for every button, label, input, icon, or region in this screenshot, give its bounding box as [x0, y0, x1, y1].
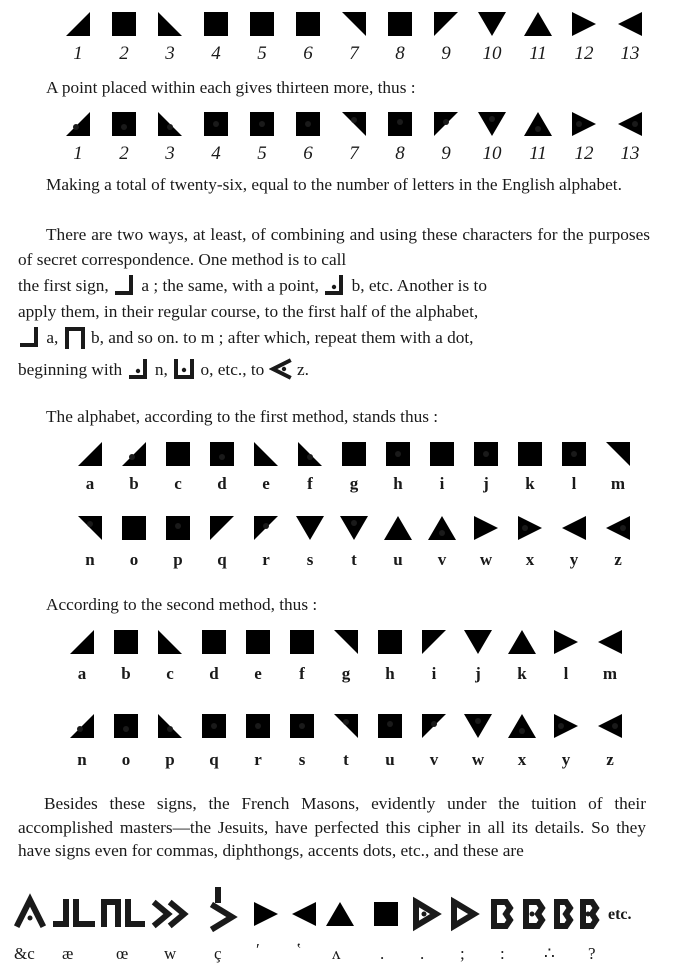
number-label: 8 — [395, 43, 405, 64]
sign-g — [336, 436, 372, 472]
sign-question — [552, 896, 578, 930]
sign-colon — [488, 896, 518, 930]
number-label: 5 — [257, 43, 267, 64]
paragraph-ways-line4 — [18, 325, 473, 350]
letter-label: j — [475, 664, 481, 683]
sign-m — [592, 624, 628, 660]
cipher-sign-dotted-13 — [612, 106, 648, 142]
letter-label: t — [343, 750, 349, 769]
sign-m — [600, 436, 636, 472]
number-label: 7 — [349, 43, 359, 64]
sign-grave — [286, 896, 316, 930]
sign-g — [328, 624, 364, 660]
cipher-sign-dotted-3 — [152, 106, 188, 142]
number-label: 9 — [441, 43, 451, 64]
sign-e — [248, 436, 284, 472]
paragraph-ways: There are two ways, at least, of combining and using these characters for the purposes of secret correspondence. One method is to call — [18, 225, 650, 269]
number-label: 11 — [529, 43, 547, 64]
special-label: ç — [214, 944, 222, 963]
number-label: 4 — [211, 43, 221, 64]
text-span: the first sign, — [18, 276, 109, 295]
number-label: 8 — [395, 143, 405, 164]
sign-h — [380, 436, 416, 472]
letter-label: h — [393, 474, 403, 493]
sign-c — [152, 624, 188, 660]
text-span: a ; the same, with a point, — [141, 276, 319, 295]
letter-label: d — [209, 664, 219, 683]
letter-label: m — [610, 474, 626, 493]
sign-o — [116, 510, 152, 546]
letter-label: e — [254, 664, 262, 683]
sign-semicolon — [448, 896, 484, 930]
text-span: o, etc., to — [200, 360, 265, 379]
special-label: &c — [14, 944, 35, 963]
sign-y — [556, 510, 592, 546]
number-label: 2 — [119, 143, 129, 164]
paragraph-ways-line3: apply them, in their regular course, to the first half of the alphabet, — [18, 302, 479, 321]
number-label: 5 — [257, 143, 267, 164]
number-label: 1 — [73, 143, 83, 164]
sign-e — [240, 624, 276, 660]
text-span: a, — [46, 328, 59, 347]
number-label: 6 — [303, 143, 313, 164]
cipher-sign-dotted-5 — [244, 106, 280, 142]
sign-k — [512, 436, 548, 472]
sign-f — [284, 624, 320, 660]
letter-label: k — [525, 474, 535, 493]
sign-circumflex — [322, 896, 358, 930]
number-label: 4 — [211, 143, 221, 164]
special-label: ʌ — [332, 944, 341, 963]
letter-label: x — [525, 550, 535, 569]
letter-label: q — [217, 550, 227, 569]
letter-label: m — [602, 664, 618, 683]
inline-sign-1-dotted — [323, 273, 347, 297]
intro-point-text: A point placed within each gives thirteen more, thus : — [46, 78, 416, 97]
cipher-sign-dotted-11 — [520, 106, 556, 142]
letter-label: j — [483, 474, 489, 493]
cipher-sign-2 — [106, 6, 142, 42]
letter-label: r — [262, 550, 270, 569]
sign-therefore — [520, 896, 550, 930]
number-label: 7 — [349, 143, 359, 164]
letter-label: d — [217, 474, 227, 493]
cipher-sign-8 — [382, 6, 418, 42]
letter-label: g — [341, 664, 351, 683]
sign-j — [460, 624, 496, 660]
letter-label: n — [77, 750, 87, 769]
cipher-sign-dotted-2 — [106, 106, 142, 142]
sign-k — [504, 624, 540, 660]
paragraph-total: Making a total of twenty-six, equal to the number of letters in the English alphabet. — [46, 175, 622, 194]
number-label: 12 — [574, 43, 594, 64]
sign-acute — [248, 896, 278, 930]
sign-w — [152, 896, 198, 930]
cipher-sign-3 — [152, 6, 188, 42]
text-span: z. — [296, 360, 309, 379]
cipher-sign-9 — [428, 6, 464, 42]
sign-b — [116, 436, 152, 472]
special-label: : — [500, 944, 505, 963]
letter-label: f — [299, 664, 305, 683]
cipher-sign-11 — [520, 6, 556, 42]
cipher-sign-dotted-4 — [198, 106, 234, 142]
sign-h — [372, 624, 408, 660]
cipher-sign-dotted-10 — [474, 106, 510, 142]
sign-w — [460, 708, 496, 744]
sign-p — [160, 510, 196, 546]
sign-i — [416, 624, 452, 660]
letter-label: p — [165, 750, 175, 769]
inline-sign-8 — [63, 325, 87, 349]
sign-z — [600, 510, 636, 546]
first-method-heading: The alphabet, according to the first method, stands thus : — [46, 407, 439, 426]
letter-label: b — [129, 474, 139, 493]
sign-u — [372, 708, 408, 744]
special-label: . — [380, 944, 385, 963]
letter-label: f — [307, 474, 313, 493]
letter-label: l — [571, 474, 577, 493]
sign-l — [548, 624, 584, 660]
letter-label: y — [569, 550, 579, 569]
sign-v — [416, 708, 452, 744]
sign-d — [196, 624, 232, 660]
special-label: ʹ — [256, 940, 260, 959]
sign-q — [204, 510, 240, 546]
number-label: 1 — [73, 43, 83, 64]
inline-sign-1-dotted — [127, 357, 151, 381]
paragraph-ways-line2 — [18, 273, 487, 298]
sign-r — [248, 510, 284, 546]
letter-label: h — [385, 664, 395, 683]
sign-ae — [52, 896, 96, 930]
special-label: ʽ — [296, 940, 302, 959]
paragraph-besides: Besides these signs, the French Masons, evidently under the tuition of their accomplished masters—the Jesuits, have perfected this cipher in all its details. So they have signs even for commas, diphthongs, accents dots, etc., and these are — [18, 794, 646, 860]
cipher-sign-dotted-8 — [382, 106, 418, 142]
number-label: 13 — [620, 143, 640, 164]
letter-label: k — [517, 664, 527, 683]
letter-label: r — [254, 750, 262, 769]
sign-u — [380, 510, 416, 546]
number-label: 3 — [165, 43, 175, 64]
sign-o — [108, 708, 144, 744]
sign-i — [424, 436, 460, 472]
sign-s — [284, 708, 320, 744]
number-label: 12 — [574, 143, 594, 164]
letter-label: u — [385, 750, 395, 769]
letter-label: e — [262, 474, 270, 493]
cipher-sign-12 — [566, 6, 602, 42]
letter-label: x — [517, 750, 527, 769]
number-label: 11 — [529, 143, 547, 164]
second-method-heading: According to the second method, thus : — [46, 595, 318, 614]
letter-label: a — [85, 474, 95, 493]
cipher-sign-4 — [198, 6, 234, 42]
sign-n — [64, 708, 100, 744]
letter-label: c — [166, 664, 174, 683]
letter-label: w — [479, 550, 493, 569]
sign-c-cedilla — [208, 886, 238, 932]
letter-label: p — [173, 550, 183, 569]
number-label: 6 — [303, 43, 313, 64]
cipher-sign-6 — [290, 6, 326, 42]
text-span: n, — [154, 360, 168, 379]
letter-label: l — [563, 664, 569, 683]
sign-t — [328, 708, 364, 744]
text-span: b, etc. Another is to — [351, 276, 487, 295]
letter-label: o — [129, 550, 139, 569]
inline-sign-2-dotted — [172, 357, 196, 381]
letter-label: v — [429, 750, 439, 769]
letter-label: o — [121, 750, 131, 769]
letter-label: s — [298, 750, 306, 769]
sign-n — [72, 510, 108, 546]
special-label: ∴ — [544, 944, 555, 963]
cipher-sign-dotted-7 — [336, 106, 372, 142]
letter-label: t — [351, 550, 357, 569]
sign-b — [108, 624, 144, 660]
paragraph-ways-line5 — [18, 357, 309, 382]
letter-label: v — [437, 550, 447, 569]
cipher-sign-13 — [612, 6, 648, 42]
inline-sign-13-dotted — [269, 357, 293, 381]
cipher-sign-dotted-12 — [566, 106, 602, 142]
number-label: 2 — [119, 43, 129, 64]
sign-question-2 — [578, 896, 604, 930]
cipher-sign-dotted-1 — [60, 106, 96, 142]
text-span: beginning with — [18, 360, 123, 379]
letter-label: y — [561, 750, 571, 769]
text-span: b, and so on. to m ; after which, repeat them with a dot, — [90, 328, 474, 347]
sign-d — [204, 436, 240, 472]
letter-label: z — [614, 550, 622, 569]
letter-label: i — [431, 664, 437, 683]
inline-sign-1 — [113, 273, 137, 297]
letter-label: g — [349, 474, 359, 493]
number-label: 10 — [482, 143, 502, 164]
letter-label: i — [439, 474, 445, 493]
number-label: 3 — [165, 143, 175, 164]
special-label: w — [164, 944, 177, 963]
number-label: 13 — [620, 43, 640, 64]
letter-label: w — [471, 750, 485, 769]
cipher-sign-dotted-9 — [428, 106, 464, 142]
sign-oe — [100, 896, 146, 930]
sign-a — [64, 624, 100, 660]
cipher-sign-7 — [336, 6, 372, 42]
special-label: . — [420, 944, 425, 963]
sign-x — [512, 510, 548, 546]
sign-y — [548, 708, 584, 744]
sign-f — [292, 436, 328, 472]
sign-x — [504, 708, 540, 744]
letter-label: n — [85, 550, 95, 569]
number-label: 10 — [482, 43, 502, 64]
sign-t — [336, 510, 372, 546]
sign-period — [368, 896, 404, 930]
special-label: æ — [62, 944, 74, 963]
sign-a — [72, 436, 108, 472]
number-label: 9 — [441, 143, 451, 164]
cipher-sign-dotted-6 — [290, 106, 326, 142]
sign-w — [468, 510, 504, 546]
special-label: ? — [588, 944, 596, 963]
sign-s — [292, 510, 328, 546]
letter-label: u — [393, 550, 403, 569]
letter-label: z — [606, 750, 614, 769]
letter-label: a — [77, 664, 87, 683]
sign-z — [592, 708, 628, 744]
letter-label: s — [306, 550, 314, 569]
sign-l — [556, 436, 592, 472]
sign-q — [196, 708, 232, 744]
sign-r — [240, 708, 276, 744]
cipher-sign-10 — [474, 6, 510, 42]
letter-label: q — [209, 750, 219, 769]
letter-label: c — [174, 474, 182, 493]
sign-period-2 — [410, 896, 446, 930]
special-label: œ — [116, 944, 129, 963]
sign-v — [424, 510, 460, 546]
sign-j — [468, 436, 504, 472]
sign-etc-and — [14, 896, 50, 930]
inline-sign-1 — [18, 325, 42, 349]
sign-p — [152, 708, 188, 744]
special-label: ; — [460, 944, 465, 963]
etc-label: etc. — [608, 906, 632, 923]
cipher-sign-1 — [60, 6, 96, 42]
cipher-sign-5 — [244, 6, 280, 42]
letter-label: b — [121, 664, 131, 683]
sign-c — [160, 436, 196, 472]
